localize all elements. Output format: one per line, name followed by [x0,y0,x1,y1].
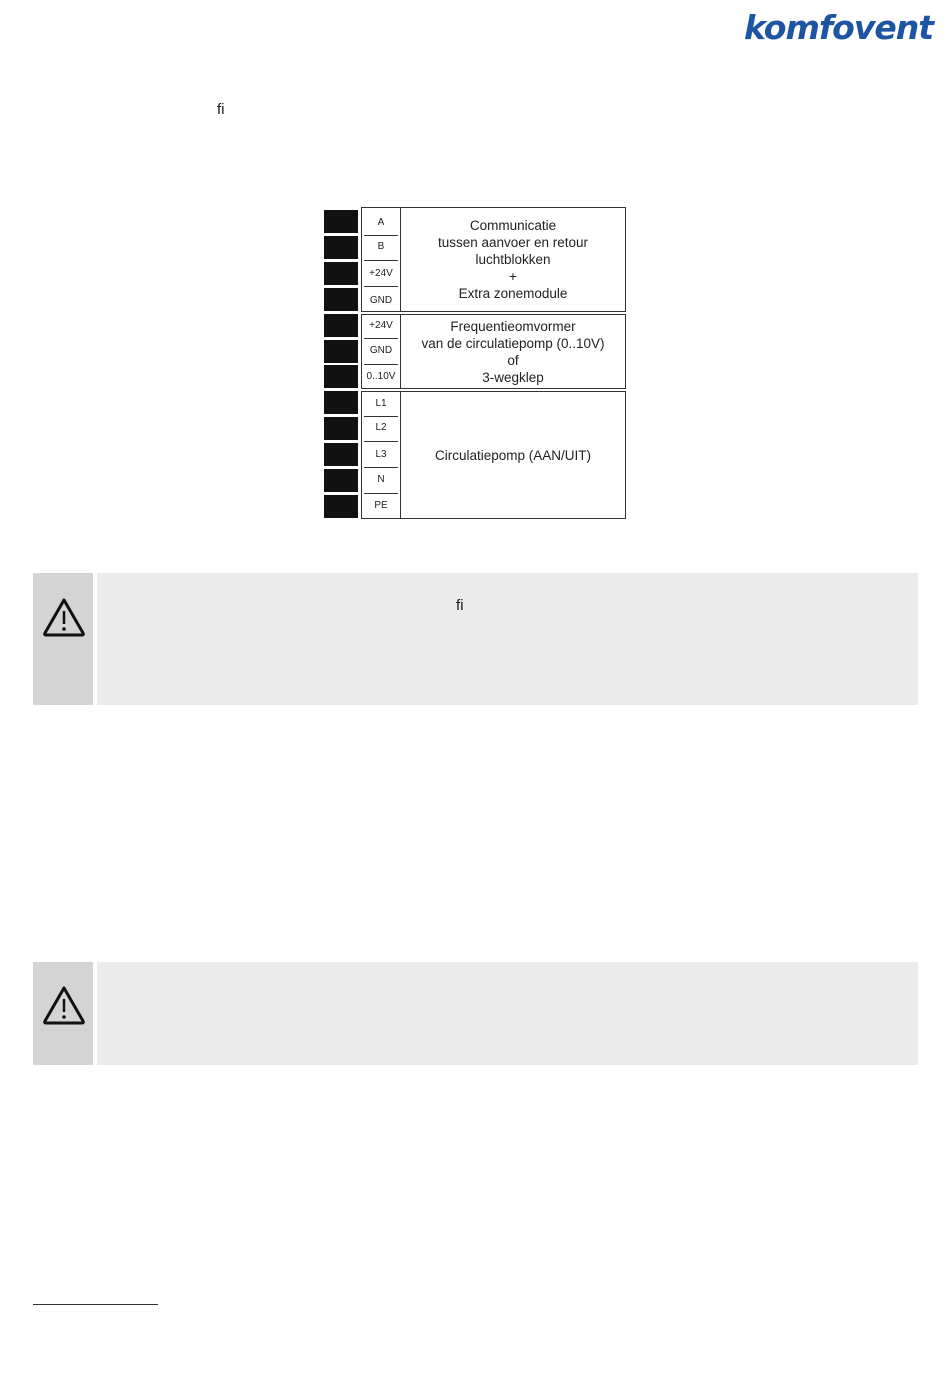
pin-label: GND [369,345,393,356]
description-line: luchtblokken [475,252,551,267]
terminal-block [324,236,358,259]
warning-box [33,962,918,1065]
pin-label-column [362,208,401,311]
description-line: of [507,352,519,368]
terminal-block [324,443,358,466]
warning-box [33,573,918,705]
terminal-block [324,340,358,363]
terminal-block [324,288,358,311]
description-line: tussen aanvoer en retour [437,235,589,250]
description-line: Communicatie [469,218,557,233]
pin-label: L2 [375,422,387,433]
pin-label: B [377,241,385,252]
pin-separator [364,493,398,494]
description-line: + [509,269,517,284]
pin-separator [364,235,398,236]
ligature-glyph: ﬁ [217,101,225,118]
terminal-block [324,262,358,285]
terminal-block [324,495,358,518]
pin-label: +24V [369,320,393,331]
terminal-block [324,391,358,414]
terminal-block [324,314,358,337]
warning-triangle-icon [42,597,86,637]
description-line: Extra zonemodule [458,286,568,301]
pin-separator [364,441,398,442]
pin-separator [364,467,398,468]
terminal-block [324,365,358,388]
pin-label: GND [369,295,393,306]
ligature-glyph: ﬁ [456,597,464,614]
terminal-group-circulation-pump [361,391,626,519]
pin-label-column [362,392,401,518]
terminal-block [324,417,358,440]
warning-sidebar [33,962,97,1065]
pin-separator [364,416,398,417]
group-description [401,208,625,311]
footnote-rule [33,1304,158,1305]
pin-separator [364,260,398,261]
pin-label: +24V [369,268,393,279]
pin-separator [364,286,398,287]
logo-text: komfovent [744,8,934,47]
group-description [401,392,625,518]
warning-triangle-icon [42,985,86,1025]
warning-sidebar [33,573,97,705]
pin-label: A [377,217,385,228]
description-line: Circulatiepomp (AAN/UIT) [434,447,592,463]
pin-separator [364,338,398,339]
terminal-diagram [324,207,630,521]
description-line: van de circulatiepomp (0..10V) [421,335,605,351]
terminal-blocks [324,207,358,521]
group-description [401,315,625,388]
terminal-block [324,210,358,233]
description-line: 3-wegklep [482,369,544,385]
pin-label-column [362,315,401,388]
komfovent-logo [744,8,934,48]
pin-label: L1 [375,398,387,409]
pin-label: 0..10V [366,371,396,382]
terminal-block [324,469,358,492]
pin-label: L3 [375,449,387,460]
description-line: Frequentieomvormer [450,318,576,334]
terminal-group-frequency-converter [361,314,626,389]
pin-separator [364,364,398,365]
pin-label: PE [374,500,388,511]
pin-label: N [377,474,385,485]
terminal-group-communication [361,207,626,312]
